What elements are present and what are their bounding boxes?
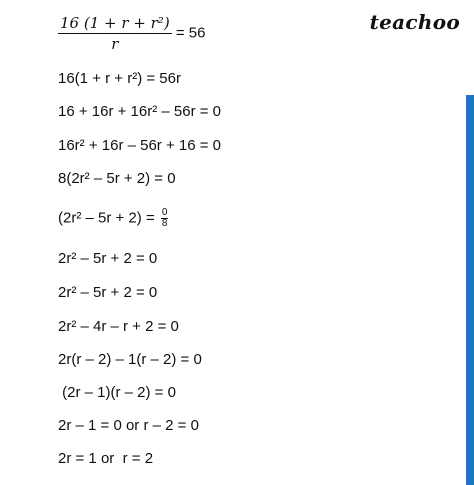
zero-over-eight bbox=[161, 208, 169, 229]
equation-lhs: (2r² – 5r + 2) = bbox=[58, 209, 155, 227]
fraction-rhs: = 56 bbox=[175, 24, 206, 42]
equation-line-6: 2r² – 5r + 2 = 0 bbox=[58, 250, 158, 267]
equation-line-4: 8(2r² – 5r + 2) = 0 bbox=[58, 170, 176, 187]
fraction-denominator: r bbox=[111, 35, 119, 53]
equation-line-8: 2r² – 4r – r + 2 = 0 bbox=[58, 318, 179, 335]
equation-line-5 bbox=[58, 208, 168, 229]
equation-line-2: 16 + 16r + 16r² – 56r = 0 bbox=[58, 103, 222, 120]
fraction-numerator: 16 (1 + r + r²) bbox=[60, 14, 170, 32]
equation-line-12: 2r = 1 or r = 2 bbox=[58, 450, 154, 467]
equation-line-3: 16r² + 16r – 56r + 16 = 0 bbox=[58, 137, 222, 154]
small-denominator: 8 bbox=[161, 218, 168, 229]
equation-line-10: (2r – 1)(r – 2) = 0 bbox=[58, 384, 176, 401]
equation-line-9: 2r(r – 2) – 1(r – 2) = 0 bbox=[58, 351, 202, 368]
small-numerator: 0 bbox=[161, 207, 168, 218]
equation-line-7: 2r² – 5r + 2 = 0 bbox=[58, 284, 158, 301]
accent-bar bbox=[466, 95, 474, 485]
equation-line-1: 16(1 + r + r²) = 56r bbox=[58, 70, 181, 87]
main-fraction bbox=[58, 14, 172, 53]
equation-fraction-line bbox=[58, 14, 205, 53]
equation-line-11: 2r – 1 = 0 or r – 2 = 0 bbox=[58, 417, 199, 434]
brand-logo: teachoo bbox=[369, 10, 460, 34]
